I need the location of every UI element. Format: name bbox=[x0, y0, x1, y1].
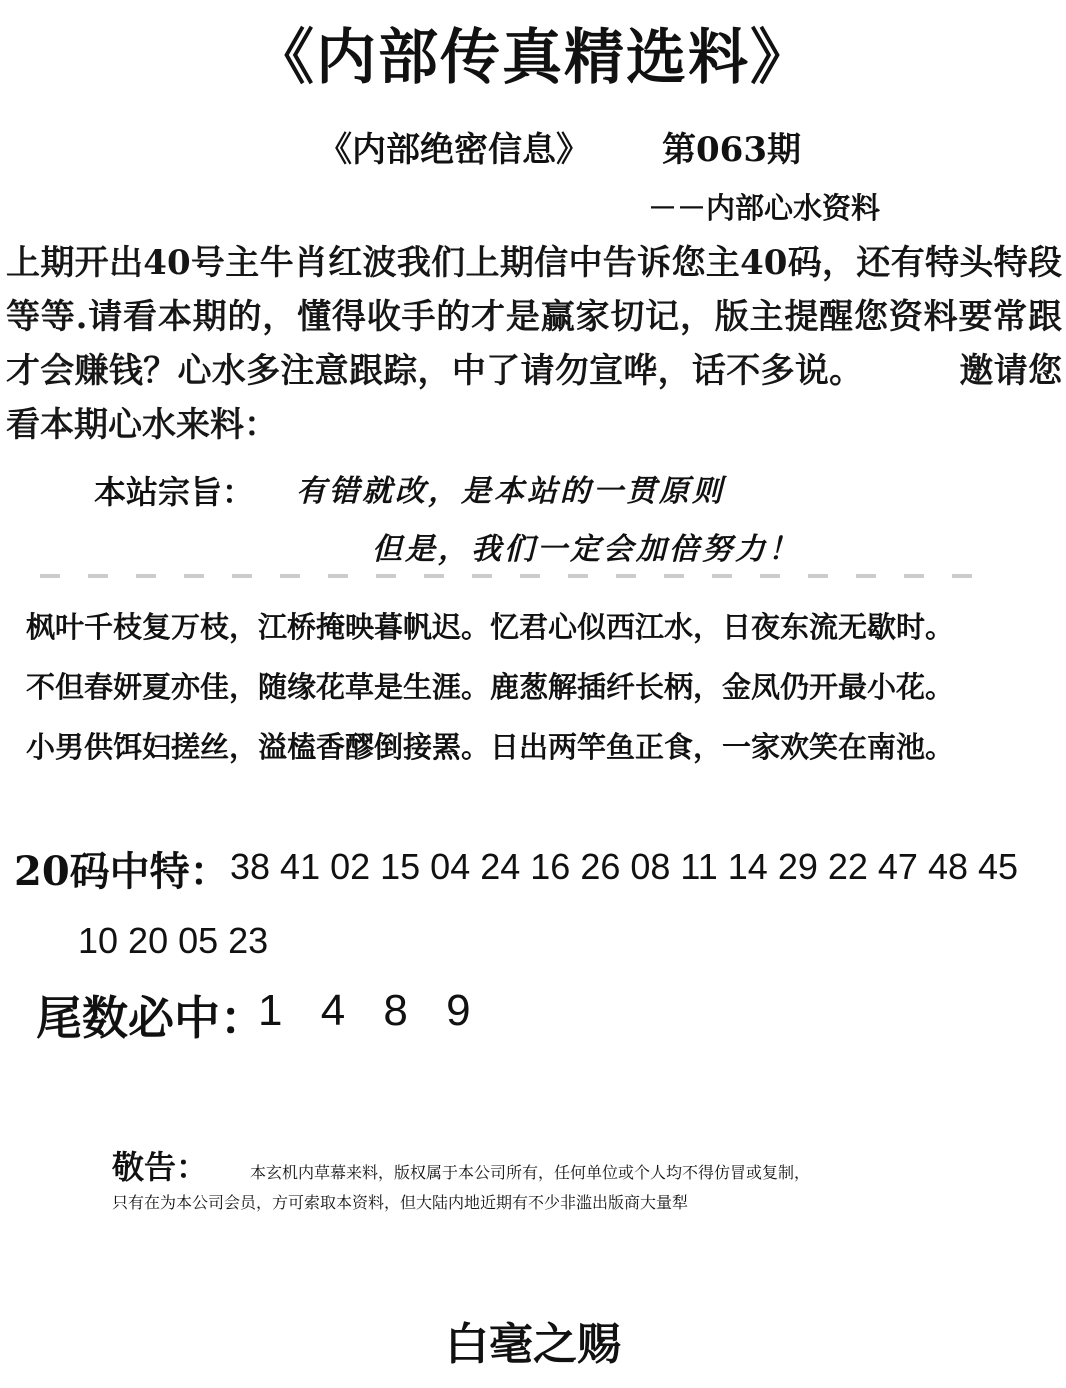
subheading-left: 《内部绝密信息》 bbox=[318, 130, 590, 170]
motto-line-2: 但是，我们一定会加倍努力！ bbox=[372, 532, 801, 567]
poem-line: 不但春妍夏亦佳，随缘花草是生涯。鹿葱解插纤长柄，金凤仍开最小花。 bbox=[26, 670, 955, 704]
notice-line-1: 本玄机内草幕来料，版权属于本公司所有，任何单位或个人均不得仿冒或复制， bbox=[250, 1163, 811, 1182]
tail-digits: 1 4 8 9 bbox=[258, 986, 471, 1035]
poem-line: 小男供饵妇搓丝，溢榼香醪倒接罴。日出两竿鱼正食，一家欢笑在南池。 bbox=[26, 730, 955, 764]
numbers-line-2: 10 20 05 23 bbox=[78, 920, 269, 961]
intro-text: 上期开出40号主牛肖红波我们上期信中告诉您主40码，还有特头特段等等.请看本期的，懂得收手的才是赢家切记，版主提醒您资料要常跟才会赚钱？心水多注意跟踪，中了请勿宣哗，话不多说。 bbox=[6, 243, 1062, 391]
tail-label: 尾数必中： bbox=[36, 991, 266, 1045]
motto-label: 本站宗旨： bbox=[94, 473, 255, 511]
page-title: 《内部传真精选料》 bbox=[254, 23, 812, 93]
notice-label: 敬告： bbox=[112, 1148, 209, 1186]
footer-text: 白毫之赐 bbox=[445, 1319, 621, 1370]
poem-line: 枫叶千枝复万枝，江桥掩映暮帆迟。忆君心似西江水，日夜东流无歇时。 bbox=[26, 610, 955, 644]
motto-line-1: 有错就改，是本站的一贯原则 bbox=[296, 474, 725, 509]
issue-number: 第063期 bbox=[662, 130, 801, 170]
intro-paragraph bbox=[6, 236, 1062, 452]
source-line: －－内部心水资料 bbox=[648, 191, 881, 225]
numbers-label: 20码中特： bbox=[14, 848, 230, 895]
invite-text: 邀请您看本期心水来料： bbox=[6, 351, 1062, 445]
notice-line-2: 只有在为本公司会员，方可索取本资料，但大陆内地近期有不少非滥出版商大量犁 bbox=[112, 1193, 689, 1212]
numbers-line-1: 38 41 02 15 04 24 16 26 08 11 14 29 22 47 48 45 bbox=[230, 846, 1019, 887]
divider bbox=[40, 574, 1000, 578]
